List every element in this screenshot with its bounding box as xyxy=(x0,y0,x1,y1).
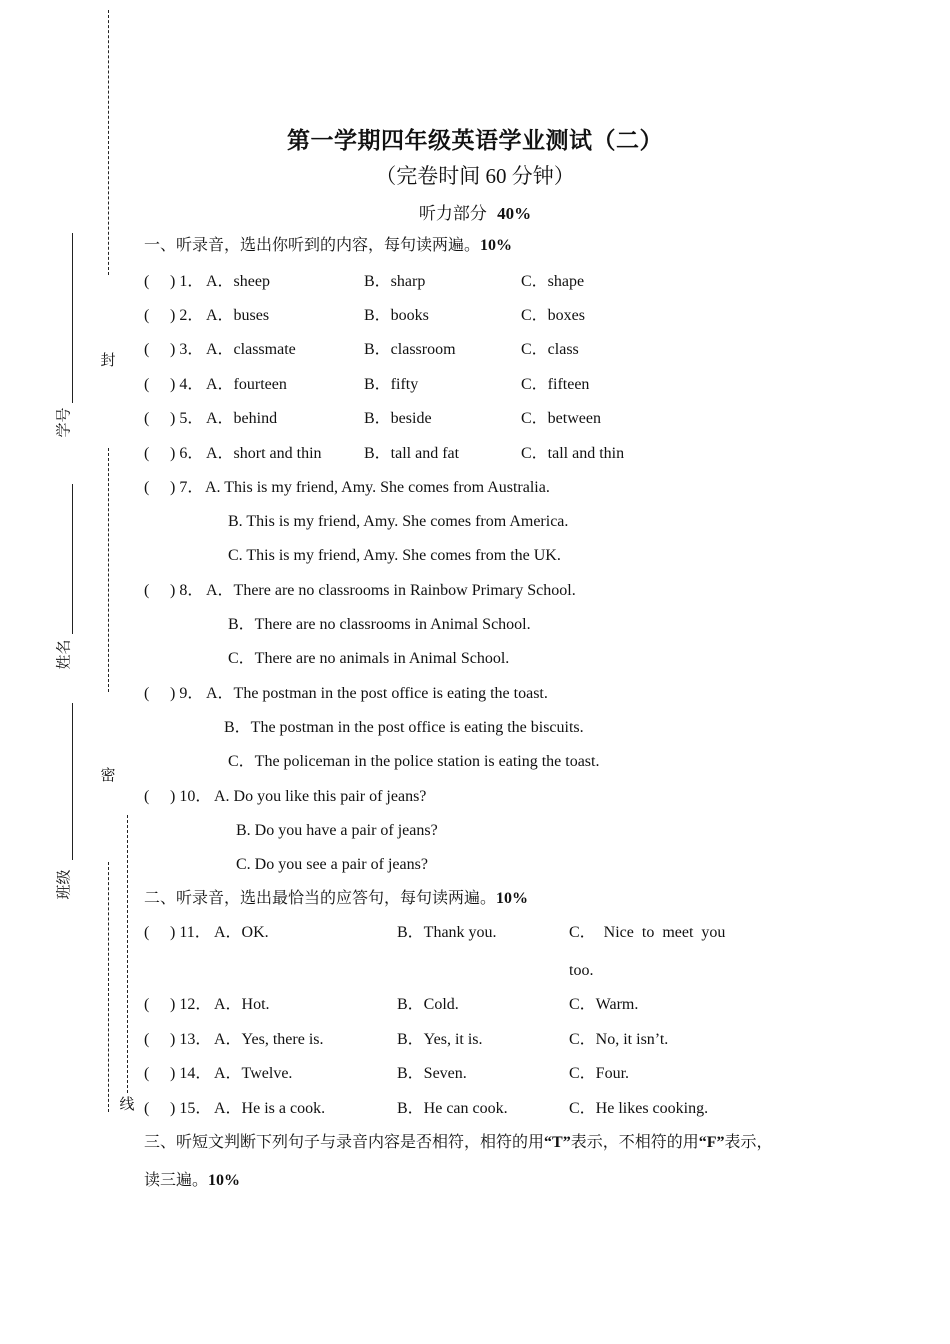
option-b: B．sharp xyxy=(364,273,426,290)
answer-bracket[interactable]: ( xyxy=(144,1100,150,1117)
class-underline xyxy=(72,703,73,860)
question-number: ) 1． xyxy=(170,273,204,290)
option-b: B．Seven. xyxy=(397,1065,467,1082)
option-a: A．The postman in the post office is eating the toast. xyxy=(206,685,548,702)
answer-bracket[interactable]: ( xyxy=(144,996,150,1013)
option-a: A．fourteen xyxy=(206,376,287,393)
answer-bracket[interactable]: ( xyxy=(144,307,150,324)
section2-instruction xyxy=(144,889,528,909)
question-number: ) 5． xyxy=(170,410,204,427)
seal-dashed-line-mid xyxy=(108,448,109,692)
answer-bracket[interactable]: ( xyxy=(144,685,150,702)
option-a: A．classmate xyxy=(206,341,296,358)
answer-bracket[interactable]: ( xyxy=(144,1065,150,1082)
question-number: ) 8． xyxy=(170,582,204,599)
listening-heading xyxy=(0,199,950,224)
section3-instruction-line2 xyxy=(144,1171,240,1191)
seal-dashed-line-inner xyxy=(127,815,128,1093)
question-number: ) 11． xyxy=(170,924,211,941)
section2-instruction-text: 二、听录音，选出最恰当的应答句，每句读两遍。 xyxy=(144,890,497,907)
section3-instruction xyxy=(144,1133,773,1153)
section1-instruction xyxy=(144,236,512,256)
question-number: ) 4． xyxy=(170,376,204,393)
option-a: A．buses xyxy=(206,307,270,324)
option-c: C．between xyxy=(521,410,601,427)
question-number: ) 12． xyxy=(170,996,212,1013)
option-c: C．The policeman in the police station is eating the toast. xyxy=(228,753,600,770)
class-label: 班级 xyxy=(56,869,73,900)
question-number: ) 2． xyxy=(170,307,204,324)
seal-char-xian: 线 xyxy=(119,1097,135,1113)
option-c: C．shape xyxy=(521,273,585,290)
option-b: B．Thank you. xyxy=(397,924,497,941)
option-b: B. Do you have a pair of jeans? xyxy=(236,822,438,839)
exam-title: 第一学期四年级英语学业测试（二） xyxy=(287,128,663,154)
option-c: C．class xyxy=(521,341,579,358)
option-b: B．beside xyxy=(364,410,432,427)
option-c: C．Warm. xyxy=(569,996,639,1013)
option-c: C．No, it isn’t. xyxy=(569,1031,669,1048)
section3-read-times: 读三遍。 xyxy=(144,1172,209,1189)
name-label: 姓名 xyxy=(56,639,73,670)
section1-score: 10% xyxy=(480,237,513,254)
section3-score: 10% xyxy=(208,1172,241,1189)
option-c: C. This is my friend, Amy. She comes from the UK. xyxy=(228,547,561,564)
section3-instruction-part3: 表示， xyxy=(724,1134,773,1151)
answer-bracket[interactable]: ( xyxy=(144,788,150,805)
answer-bracket[interactable]: ( xyxy=(144,479,150,496)
option-a: A. Do you like this pair of jeans? xyxy=(214,788,427,805)
option-c: C．There are no animals in Animal School. xyxy=(228,650,510,667)
question-number: ) 7． xyxy=(170,479,204,496)
option-c: C． Nice to meet you xyxy=(569,924,726,941)
option-c: C. Do you see a pair of jeans? xyxy=(236,856,428,873)
section3-instruction-part2: 表示，不相符的用 xyxy=(570,1134,699,1151)
listening-label: 听力部分 xyxy=(418,204,487,223)
option-b: B．Yes, it is. xyxy=(397,1031,483,1048)
option-c-continued: too. xyxy=(569,962,594,979)
question-number: ) 6． xyxy=(170,445,204,462)
section1-instruction-text: 一、听录音，选出你听到的内容，每句读两遍。 xyxy=(144,237,481,254)
question-number: ) 9． xyxy=(170,685,204,702)
option-a: A．behind xyxy=(206,410,278,427)
option-b: B．tall and fat xyxy=(364,445,460,462)
option-c: C．He likes cooking. xyxy=(569,1100,709,1117)
option-a: A．He is a cook. xyxy=(214,1100,326,1117)
question-number: ) 14． xyxy=(170,1065,212,1082)
exam-duration: （完卷时间 60 分钟） xyxy=(375,164,575,188)
section3-instruction-part1: 三、听短文判断下列句子与录音内容是否相符，相符的用 xyxy=(144,1134,545,1151)
answer-bracket[interactable]: ( xyxy=(144,410,150,427)
name-underline xyxy=(72,484,73,634)
false-mark: “F” xyxy=(698,1134,725,1151)
option-b: B．classroom xyxy=(364,341,456,358)
answer-bracket[interactable]: ( xyxy=(144,341,150,358)
question-number: ) 15． xyxy=(170,1100,212,1117)
answer-bracket[interactable]: ( xyxy=(144,376,150,393)
answer-bracket[interactable]: ( xyxy=(144,1031,150,1048)
option-b: B．books xyxy=(364,307,429,324)
option-a: A．sheep xyxy=(206,273,270,290)
option-c: C．Four. xyxy=(569,1065,630,1082)
student-id-label: 学号 xyxy=(56,407,73,438)
true-mark: “T” xyxy=(544,1134,571,1151)
option-c: C．fifteen xyxy=(521,376,590,393)
question-number: ) 10． xyxy=(170,788,212,805)
option-a: A．Yes, there is. xyxy=(214,1031,324,1048)
seal-char-mi: 密 xyxy=(100,768,116,784)
question-number: ) 3． xyxy=(170,341,204,358)
answer-bracket[interactable]: ( xyxy=(144,924,150,941)
answer-bracket[interactable]: ( xyxy=(144,582,150,599)
seal-dashed-line-bottom xyxy=(108,862,109,1112)
answer-bracket[interactable]: ( xyxy=(144,445,150,462)
option-b: B. This is my friend, Amy. She comes from America. xyxy=(228,513,569,530)
answer-bracket[interactable]: ( xyxy=(144,273,150,290)
student-id-underline xyxy=(72,233,73,403)
option-a: A．There are no classrooms in Rainbow Primary School. xyxy=(206,582,576,599)
section2-score: 10% xyxy=(496,890,529,907)
option-b: B．The postman in the post office is eating the biscuits. xyxy=(224,719,584,736)
option-b: B．fifty xyxy=(364,376,419,393)
seal-char-feng: 封 xyxy=(100,353,116,369)
option-b: B．Cold. xyxy=(397,996,459,1013)
option-a: A．OK. xyxy=(214,924,269,941)
listening-percent: 40% xyxy=(497,204,532,223)
option-a: A．Hot. xyxy=(214,996,270,1013)
option-b: B．There are no classrooms in Animal School. xyxy=(228,616,531,633)
option-a: A. This is my friend, Amy. She comes from Australia. xyxy=(205,479,550,496)
option-a: A．short and thin xyxy=(206,445,322,462)
question-number: ) 13． xyxy=(170,1031,212,1048)
option-c: C．boxes xyxy=(521,307,586,324)
option-b: B．He can cook. xyxy=(397,1100,508,1117)
option-c: C．tall and thin xyxy=(521,445,625,462)
option-a: A．Twelve. xyxy=(214,1065,293,1082)
